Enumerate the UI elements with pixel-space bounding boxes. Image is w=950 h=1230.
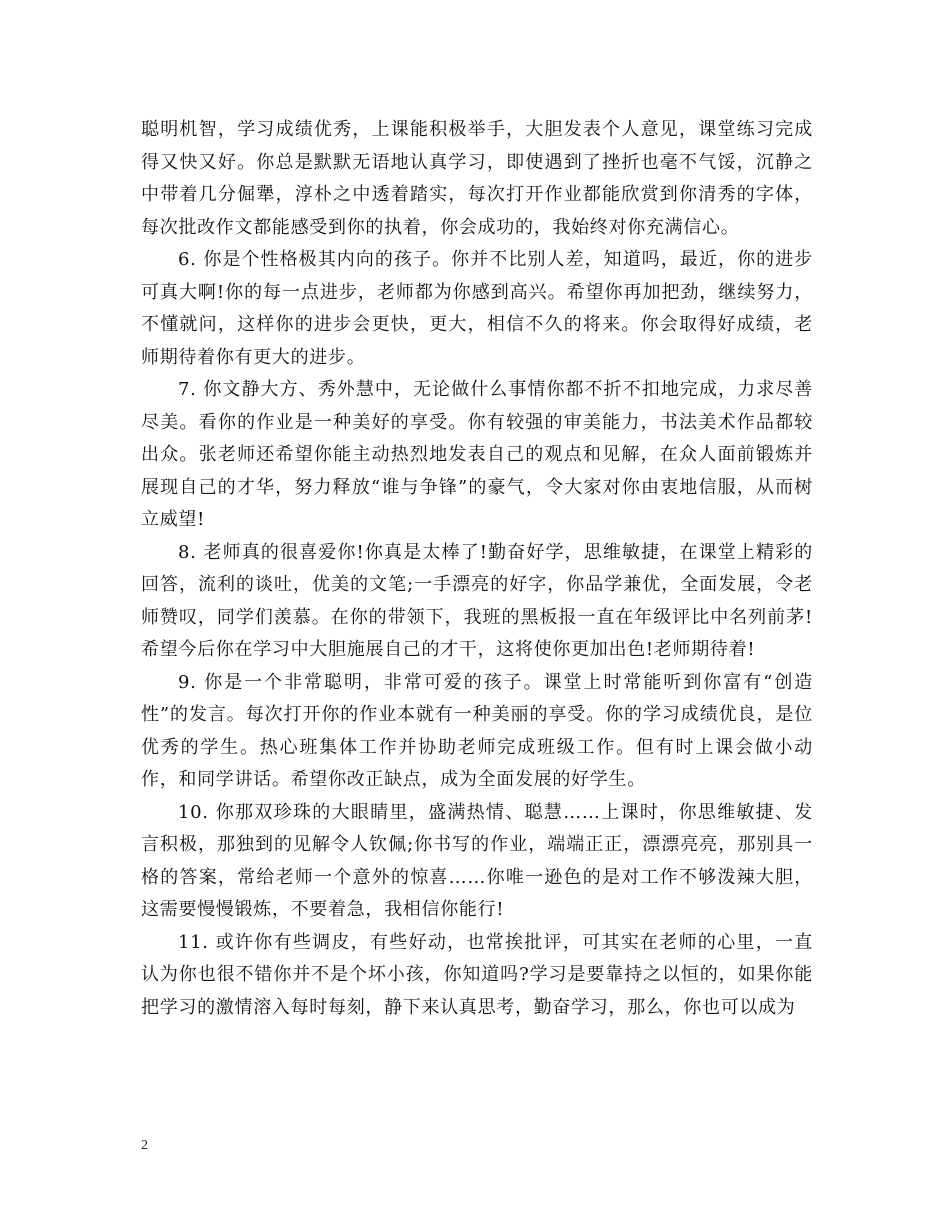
paragraph-6: 6. 你是个性格极其内向的孩子。你并不比别人差，知道吗，最近，你的进步可真大啊!你的每一点进步，老师都为你感到高兴。希望你再加把劲，继续努力，不懂就问，这样你的进步会更快，更大，相信不久的将来。你会取得好成绩，老师期待着你有更大的进步。	[141, 249, 813, 368]
paragraph-8: 8. 老师真的很喜爱你!你真是太棒了!勤奋好学，思维敏捷，在课堂上精彩的回答，流利的谈吐，优美的文笔;一手漂亮的好字，你品学兼优，全面发展，令老师赞叹，同学们羡慕。在你的带领下，我班的黑板报一直在年级评比中名列前茅!希望今后你在学习中大胆施展自己的才干，这将使你更加出色!老师期待着!	[141, 541, 813, 660]
paragraph-continued: 聪明机智，学习成绩优秀，上课能积极举手，大胆发表个人意见，课堂练习完成得又快又好。你总是默默无语地认真学习，即使遇到了挫折也毫不气馁，沉静之中带着几分倔犟，淳朴之中透着踏实，每次打开作业都能欣赏到你清秀的字体，每次批改作文都能感受到你的执着，你会成功的，我始终对你充满信心。	[141, 119, 813, 238]
page-number: 2	[141, 1138, 148, 1153]
paragraph-7: 7. 你文静大方、秀外慧中，无论做什么事情你都不折不扣地完成，力求尽善尽美。看你的作业是一种美好的享受。你有较强的审美能力，书法美术作品都较出众。张老师还希望你能主动热烈地发表自己的观点和见解，在众人面前锻炼并展现自己的才华，努力释放“谁与争锋”的豪气，令大家对你由衷地信服，从而树立威望!	[141, 379, 813, 530]
paragraph-11: 11. 或许你有些调皮，有些好动，也常挨批评，可其实在老师的心里，一直认为你也很不错你并不是个坏小孩，你知道吗?学习是要靠持之以恒的，如果你能把学习的激情溶入每时每刻，静下来认真思考，勤奋学习，那么，你也可以成为	[141, 931, 813, 1018]
paragraph-10: 10. 你那双珍珠的大眼睛里，盛满热情、聪慧……上课时，你思维敏捷、发言积极，那独到的见解令人钦佩;你书写的作业，端端正正，漂漂亮亮，那别具一格的答案，常给老师一个意外的惊喜……你唯一逊色的是对工作不够泼辣大胆，这需要慢慢锻炼，不要着急，我相信你能行!	[141, 801, 813, 920]
document-body	[141, 114, 813, 1024]
paragraph-9: 9. 你是一个非常聪明，非常可爱的孩子。课堂上时常能听到你富有“创造性”的发言。每次打开你的作业本就有一种美丽的享受。你的学习成绩优良，是位优秀的学生。热心班集体工作并协助老师完成班级工作。但有时上课会做小动作，和同学讲话。希望你改正缺点，成为全面发展的好学生。	[141, 671, 813, 790]
